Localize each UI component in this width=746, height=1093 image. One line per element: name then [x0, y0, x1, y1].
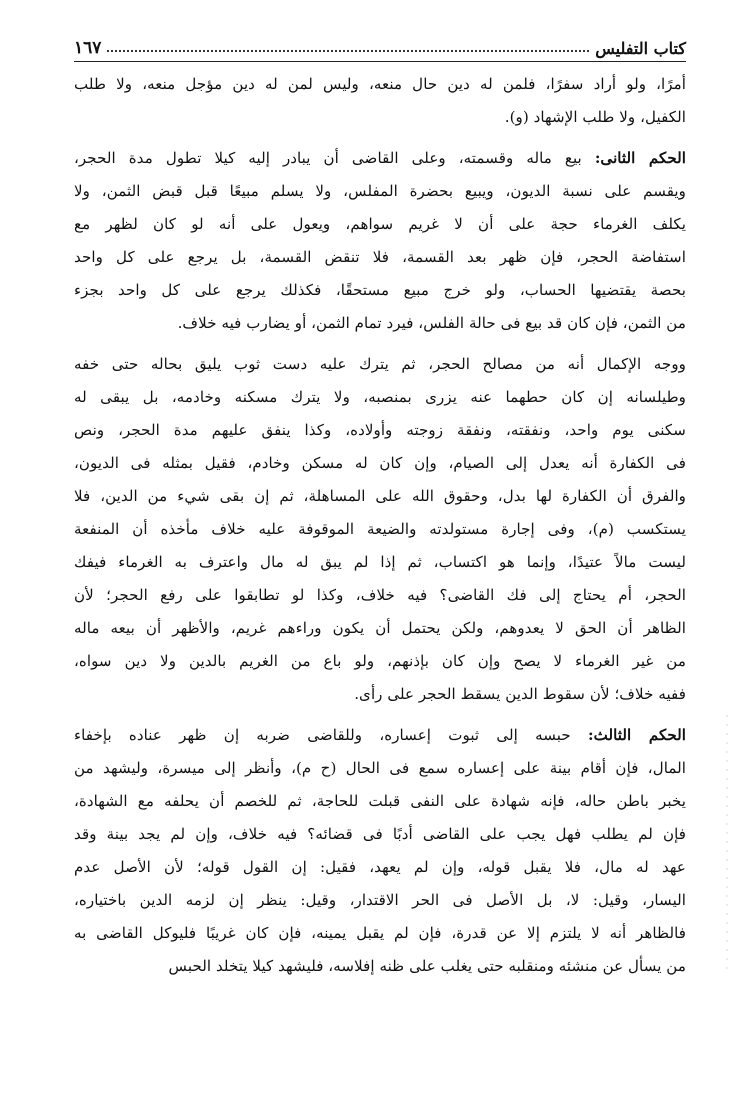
chapter-title: كتاب التفليس — [595, 39, 686, 58]
line-text: أمرًا، ولو أراد سفرًا، فلمن له دين حال منعه، وليس لمن له دين مؤجل منعه، ولا طلب — [74, 75, 686, 93]
text-line — [74, 546, 686, 579]
line-text: اليسار، وقيل: لا، بل الأصل فى الحر الاقتدار، وقيل: ينظر إن لزمه الدين باختياره، — [74, 891, 686, 909]
text-line — [74, 414, 686, 447]
line-text: استفاضة الحجر، فإن ظهر بعد القسمة، فلا تنقض القسمة، بل يرجع على كل واحد — [74, 248, 686, 266]
text-line — [74, 208, 686, 241]
text-line — [74, 612, 686, 645]
line-text: ويقسم على نسبة الديون، ويبيع بحضرة المفلس، ولا يسلم مبيعًا قبل قبض الثمن، ولا — [74, 182, 686, 200]
text-line — [74, 307, 686, 340]
text-line — [74, 142, 686, 175]
text-line — [74, 348, 686, 381]
line-text: الحجر، أم يحتاج إلى فك القاضى؟ فيه خلاف، وكذا لو تطابقوا على رفع الحجر؛ لأن — [74, 586, 686, 604]
line-text: والفرق أن الكفارة لها بدل، وحقوق الله على المساهلة، ثم إن بقى شيء من الدين، فلا — [74, 487, 686, 505]
text-line — [74, 274, 686, 307]
paragraph — [74, 142, 686, 340]
line-text: وطيلسانه إن كان حطهما عنه يزرى بمنصبه، ولا يترك مسكنه وخادمه، بل يبقى له — [74, 388, 686, 406]
line-text: من الثمن، فإن كان قد بيع فى حالة الفلس، فيرد تمام الثمن، أو يضارب فيه خلاف. — [177, 314, 686, 332]
section-heading: الحكم الثانى: — [594, 149, 686, 167]
header-dot-leader — [107, 50, 589, 52]
text-line — [74, 447, 686, 480]
text-line — [74, 678, 686, 711]
line-text: يكلف الغرماء حجة على أن لا غريم سواهم، ويعول على أنه لو كان لظهر مع — [74, 215, 686, 233]
line-text: فإن لم يطلب فهل يجب على القاضى أدبًا فى قضائه؟ فيه خلاف، وإن لم يجد بينة وقد — [74, 825, 686, 843]
section-heading: الحكم الثالث: — [587, 726, 686, 744]
text-line — [74, 818, 686, 851]
line-text: حبسه إلى ثبوت إعساره، وللقاضى ضربه إن ظهر عناده بإخفاء — [74, 726, 571, 744]
line-text: يستكسب (م)، وفى إجارة مستولدته والضيعة الموقوفة عليه خلاف مأخذه أن المنفعة — [74, 520, 686, 538]
line-text: ووجه الإكمال أنه من مصالح الحجر، ثم يترك عليه دست ثوب يليق بحاله حتى خفه — [74, 355, 686, 373]
line-text: فالظاهر أنه لا يلتزم إلا عن قدرة، فإن لم يقبل يمينه، فإن كان غريبًا فليوكل القاضى به — [74, 924, 686, 942]
text-line — [74, 645, 686, 678]
text-line — [74, 101, 686, 134]
paragraph — [74, 68, 686, 134]
page-number: ١٦٧ — [74, 38, 102, 58]
text-line — [74, 241, 686, 274]
text-line — [74, 851, 686, 884]
page-body — [74, 68, 686, 983]
line-text: الظاهر أن الحق لا يعدوهم، ولكن يحتمل أن يكون وراءهم غريم، والأظهر أن بيعه ماله — [74, 619, 686, 637]
line-text: فى الكفارة أنه يعدل إلى الصيام، وإن كان له مسكن وخادم، فقيل بمثله فى الديون، — [74, 454, 686, 472]
line-text: يخبر باطن حاله، فإنه شهادة على النفى قبلت للحاجة، ثم للخصم أن يحلفه مع الشهادة، — [74, 792, 686, 810]
line-text: عهد له مال، فلا يقبل قوله، وإن لم يعهد، فقيل: إن القول قوله؛ لأن الأصل عدم — [74, 858, 686, 876]
text-line — [74, 579, 686, 612]
text-line — [74, 175, 686, 208]
line-text: الكفيل، ولا طلب الإشهاد (و). — [504, 108, 686, 126]
book-page — [74, 28, 686, 1078]
text-line — [74, 68, 686, 101]
running-header — [74, 28, 686, 62]
text-line — [74, 950, 686, 983]
text-line — [74, 785, 686, 818]
line-text: بحصة يقتضيها الحساب، ولو خرج مبيع مستحقًا، فكذلك يرجع على كل واحد بجزء — [74, 281, 686, 299]
line-text: ففيه خلاف؛ لأن سقوط الدين يسقط الحجر على رأى. — [354, 685, 686, 703]
paragraph — [74, 348, 686, 711]
text-line — [74, 381, 686, 414]
text-line — [74, 917, 686, 950]
line-text: من غير الغرماء لا يصح وإن كان بإذنهم، ولو باع من الغريم بالدين ولا دين سواه، — [74, 652, 686, 670]
paragraph — [74, 719, 686, 983]
line-text: بيع ماله وقسمته، وعلى القاضى أن يبادر إليه كيلا تطول مدة الحجر، — [74, 149, 582, 167]
text-line — [74, 480, 686, 513]
text-line — [74, 719, 686, 752]
text-line — [74, 752, 686, 785]
line-text: المال، فإن أقام بينة على إعساره سمع فى الحال (ح م)، وأنظر إلى ميسرة، وليشهد من — [74, 759, 686, 777]
margin-mark — [722, 715, 732, 975]
line-text: سكنى يوم واحد، ونفقته، ونفقة زوجته وأولاده، وكذا ينفق عليهم مدة الحجر، ونص — [74, 421, 686, 439]
text-line — [74, 884, 686, 917]
line-text: من يسأل عن منشئه ومنقلبه حتى يغلب على ظنه إفلاسه، فليشهد كيلا يتخلد الحبس — [168, 957, 686, 975]
line-text: ليست مالاً عتيدًا، وإنما هو اكتساب، ثم إذا لم يبق له مال واعترف به الغرماء فيفك — [74, 553, 686, 571]
text-line — [74, 513, 686, 546]
